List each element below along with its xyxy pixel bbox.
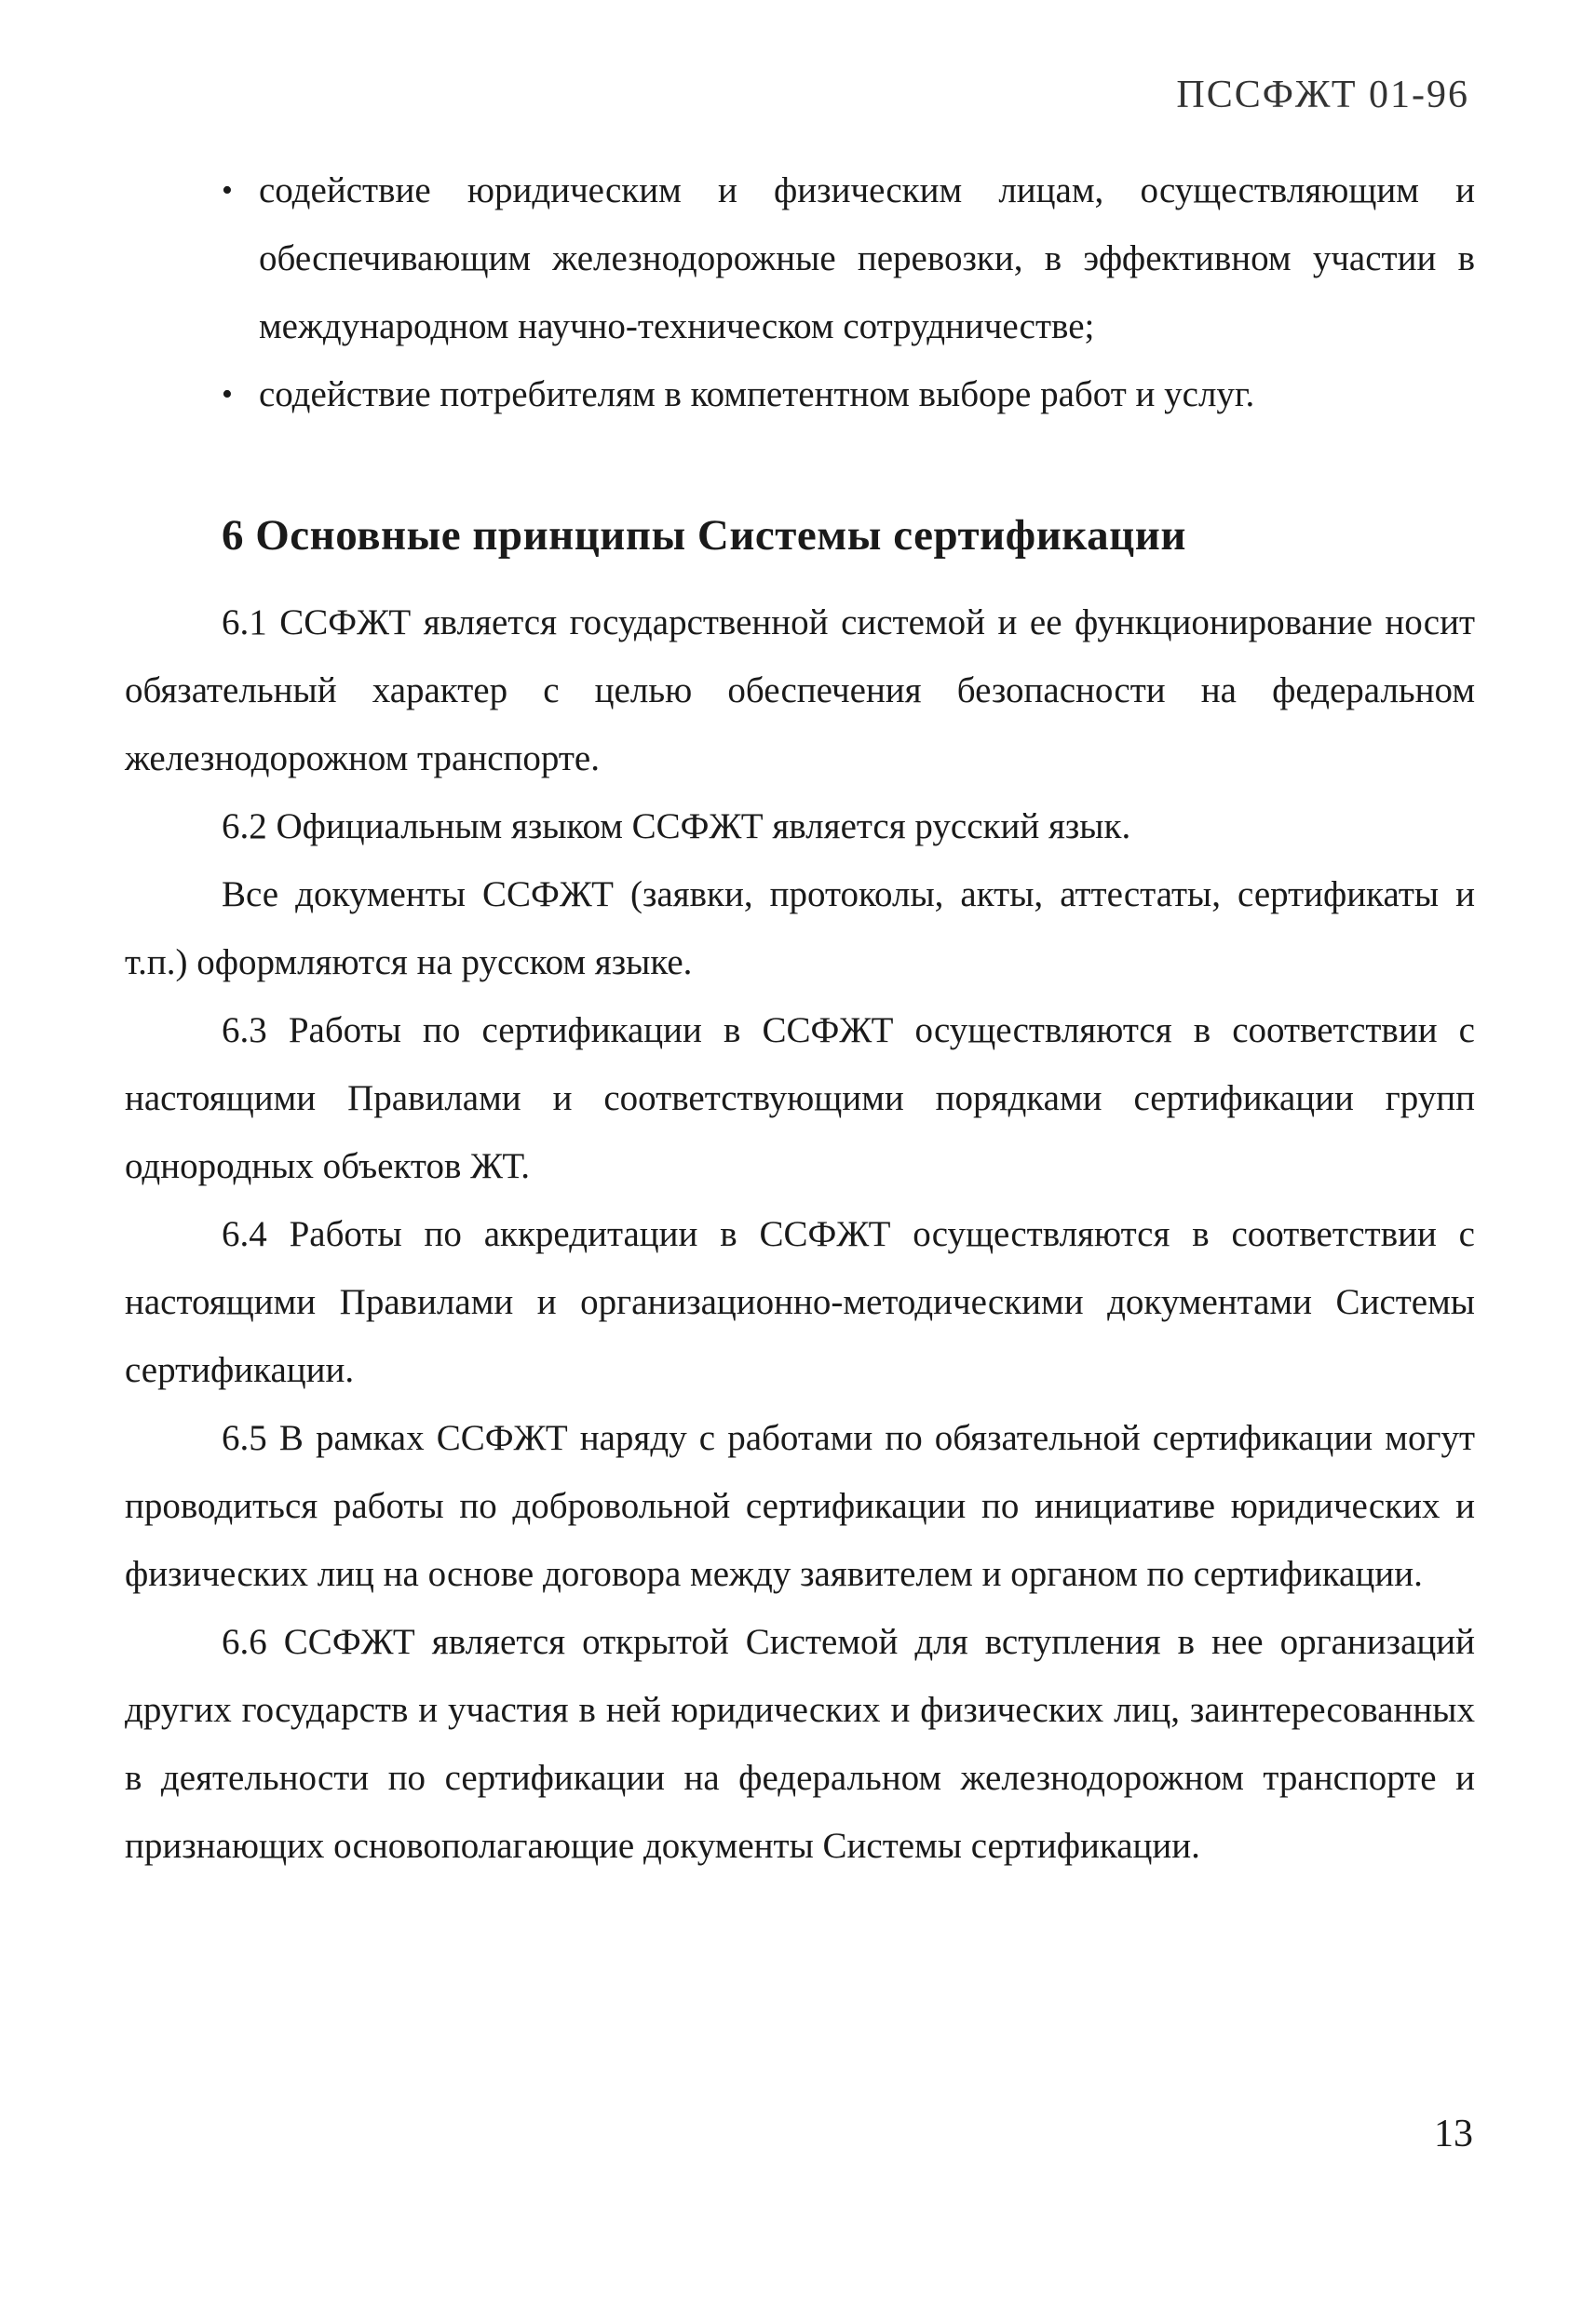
bullet-item (222, 360, 1475, 428)
section-heading: 6 Основные принципы Системы сертификации (222, 511, 1186, 560)
paragraph-documents: Все документы ССФЖТ (заявки, протоколы, акты, аттестаты, сертификаты и т.п.) оформляются на русском языке. (125, 874, 1475, 982)
page-number: 13 (1434, 2113, 1473, 2155)
document-code-header: ПССФЖТ 01-96 (1176, 74, 1469, 116)
paragraph-6-3: 6.3 Работы по сертификации в ССФЖТ осуществляются в соответствии с настоящими Правилами и соответствующими порядками сертификации групп однородных объектов ЖТ. (125, 1010, 1475, 1186)
bullet-text: содействие потребителям в компетентном выборе работ и услуг. (259, 374, 1255, 414)
paragraph-6-4: 6.4 Работы по аккредитации в ССФЖТ осуществляются в соответствии с настоящими Правилами и организационно-методическими документами Системы сертификации. (125, 1214, 1475, 1390)
bullet-marker: • (222, 173, 233, 208)
bullet-marker: • (222, 377, 233, 412)
bullet-item (222, 156, 1475, 360)
paragraph-6-2: 6.2 Официальным языком ССФЖТ является русский язык. (222, 806, 1131, 846)
paragraph-6-1: 6.1 ССФЖТ является государственной системой и ее функционирование носит обязательный характер с целью обеспечения безопасности на федеральном железнодорожном транспорте. (125, 602, 1475, 778)
paragraph-6-5: 6.5 В рамках ССФЖТ наряду с работами по обязательной сертификации могут проводиться работы по добровольной сертификации по инициативе юридических и физических лиц на основе договора между заявителем и органом по сертификации. (125, 1418, 1475, 1594)
bullet-text: содействие юридическим и физическим лицам, осуществляющим и обеспечивающим железнодорожные перевозки, в эффективном участии в международном научно-техническом сотрудничестве; (259, 170, 1475, 346)
paragraph-6-6: 6.6 ССФЖТ является открытой Системой для вступления в нее организаций других государств и участия в ней юридических и физических лиц, заинтересованных в деятельности по сертификации на федеральном железнодорожном транспорте и признающих основополагающие документы Системы сертификации. (125, 1622, 1475, 1866)
section-body (125, 588, 1475, 1880)
bullet-list (222, 156, 1475, 428)
